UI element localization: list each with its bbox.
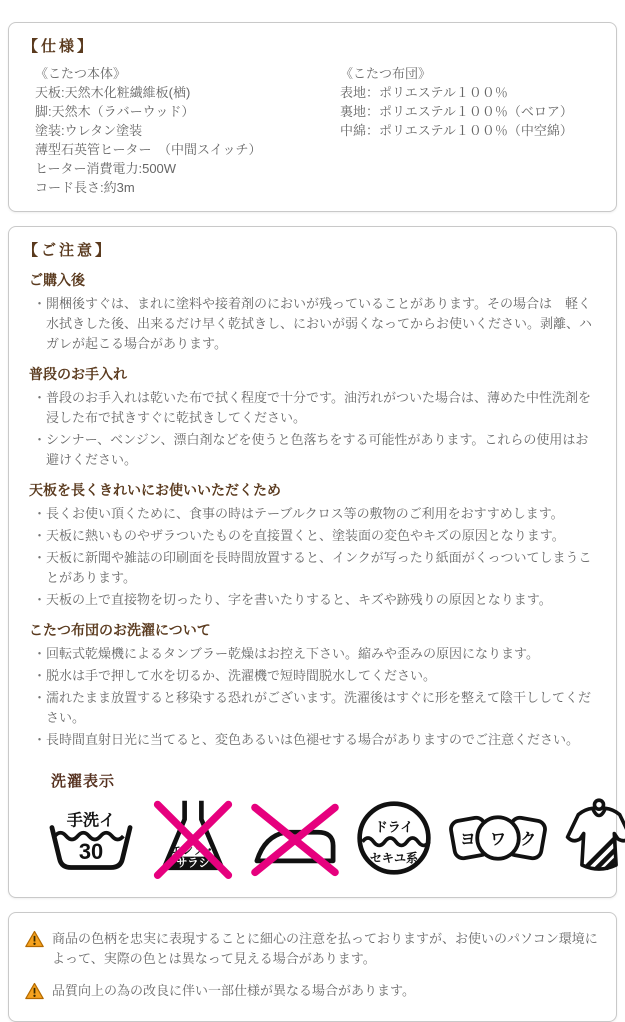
svg-text:30: 30: [78, 838, 104, 864]
section-heading: ご購入後: [29, 272, 85, 288]
dry-clean-petroleum-icon: [355, 799, 433, 877]
notice-item: ・ 天板に熱いものやザラついたものを直接置くと、塗装面の変色やキズの原因となります。: [33, 526, 596, 546]
footer-note: [25, 981, 600, 1001]
warning-icon: [25, 930, 44, 948]
spec-line: ヒーター消費電力:500W: [35, 161, 177, 176]
notice-list: [29, 644, 602, 750]
spec-column-body: [35, 64, 340, 197]
spec-box-title: 【仕様】: [23, 38, 96, 55]
notice-section-daily-care: [29, 364, 602, 470]
notice-box: [8, 226, 617, 898]
footer-note-text: 品質向上の為の改良に伴い一部仕様が異なる場合があります。: [52, 983, 415, 998]
wring-weak-icon: [447, 804, 549, 872]
notice-item: ・ 開梱後すぐは、まれに塗料や接着剤のにおいが残っていることがあります。その場合は 軽く水拭きした後、出来るだけ早く乾拭きし、においが弱くなってからお使いください。剥離、ハガレが起こる場合があります。: [33, 294, 596, 354]
notice-list: [29, 294, 602, 354]
shade-hatch: [586, 839, 615, 869]
svg-text:ク: ク: [520, 830, 537, 849]
notice-section-tabletop: [29, 480, 602, 610]
section-heading: 普段のお手入れ: [29, 366, 127, 382]
warning-icon: [25, 982, 44, 1000]
spec-column-futon: [340, 64, 602, 197]
spec-line: 天板:天然木化粧繊維板(楢): [35, 85, 191, 100]
spec-line: 表地：ポリエステル１００％: [340, 85, 508, 100]
no-chlorine-bleach-icon: [151, 797, 235, 879]
notice-section-washing: [29, 620, 602, 750]
notice-list: [29, 388, 602, 470]
spec-group-heading: 《こたつ本体》: [35, 66, 127, 81]
section-heading: 天板を長くきれいにお使いいただくため: [29, 482, 281, 498]
spec-line: コード長さ:約3m: [35, 180, 135, 195]
footer-warning-box: [8, 912, 617, 1022]
no-iron-icon: [249, 798, 341, 878]
svg-text:ヨ: ヨ: [459, 830, 476, 849]
section-heading: こたつ布団のお洗濯について: [29, 622, 211, 638]
notice-item: ・ 長時間直射日光に当てると、変色あるいは色褪せする場合がありますのでご注意ください。: [33, 730, 596, 750]
svg-text:手洗イ: 手洗イ: [66, 811, 116, 830]
spec-line: 裏地：ポリエステル１００％（ベロア）: [340, 104, 573, 119]
notice-item: ・ 天板に新聞や雑誌の印刷面を長時間放置すると、インクが写ったり紙面がくっついてしまうことがあります。: [33, 548, 596, 588]
spec-line: 中綿：ポリエステル１００％（中空綿）: [340, 123, 573, 138]
notice-item: ・ 天板の上で直接物を切ったり、字を書いたりすると、キズや跡残りの原因となります。: [33, 590, 596, 610]
spec-box: [8, 22, 617, 212]
notice-item: ・ 長くお使い頂くために、食事の時はテーブルクロス等の敷物のご利用をおすすめします。: [33, 504, 596, 524]
spec-line: 脚:天然木（ラバーウッド）: [35, 104, 195, 119]
footer-note-text: 商品の色柄を忠実に表現することに細心の注意を払っておりますが、お使いのパソコン環境によって、実際の色とは異なって見える場合があります。: [52, 931, 598, 966]
notice-list: [29, 504, 602, 610]
notice-box-title: 【ご注意】: [23, 242, 114, 259]
spec-line: 薄型石英管ヒーター （中間スイッチ）: [35, 142, 262, 157]
svg-text:ドライ: ドライ: [374, 819, 414, 835]
laundry-symbols-row: [45, 797, 602, 879]
svg-text:サラシ: サラシ: [176, 857, 210, 870]
svg-text:ワ: ワ: [489, 830, 507, 849]
notice-item: ・ 脱水は手で押して水を切るか、洗濯機で短時間脱水してください。: [33, 666, 596, 686]
notice-section-after-purchase: [29, 270, 602, 354]
notice-item: ・ 回転式乾燥機によるタンブラー乾燥はお控え下さい。縮みや歪みの原因になります。: [33, 644, 596, 664]
spec-line: 塗装:ウレタン塗装: [35, 123, 143, 138]
laundry-symbols-heading: 洗濯表示: [51, 773, 116, 790]
svg-text:セキユ系: セキユ系: [369, 851, 419, 866]
spec-columns: [23, 64, 602, 197]
notice-item: ・ シンナー、ベンジン、漂白剤などを使うと色落ちをする可能性があります。これらの使用はお避けください。: [33, 430, 596, 470]
svg-text:エンソ・: エンソ・: [170, 844, 216, 857]
notice-item: ・ 濡れたまま放置すると移染する恐れがございます。洗濯後はすぐに形を整えて陰干ししてください。: [33, 688, 596, 728]
shade-dry-icon: [563, 797, 625, 879]
notice-item: ・ 普段のお手入れは乾いた布で拭く程度で十分です。油汚れがついた場合は、薄めた中性洗剤を浸した布で拭きすぐに乾拭きしてください。: [33, 388, 596, 428]
hand-wash-30-icon: [45, 798, 137, 878]
footer-note: [25, 929, 600, 969]
spec-group-heading: 《こたつ布団》: [340, 66, 432, 81]
